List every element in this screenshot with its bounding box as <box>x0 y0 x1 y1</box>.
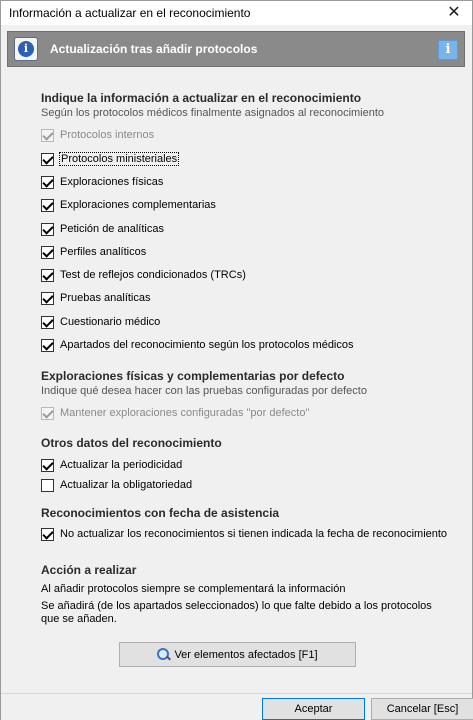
section-subtitle: Según los protocolos médicos finalmente asignados al reconocimiento <box>41 107 385 119</box>
checkbox-label: Pruebas analíticas <box>60 292 151 304</box>
checkbox-label: Exploraciones complementarias <box>60 199 216 211</box>
checkbox-box[interactable] <box>41 528 54 541</box>
checkbox-box[interactable] <box>41 292 54 305</box>
view-affected-button[interactable] <box>119 642 356 667</box>
checkbox-label: Petición de analíticas <box>60 223 164 235</box>
checkbox-box[interactable] <box>41 339 54 352</box>
checkbox-label: Mantener exploraciones configuradas "por defecto" <box>60 407 310 419</box>
checkbox-exploraciones-fisicas[interactable] <box>41 173 163 191</box>
checkbox-apartados-reconocimiento[interactable] <box>41 336 354 354</box>
checkbox-actualizar-periodicidad[interactable] <box>41 456 182 474</box>
checkbox-box[interactable] <box>41 459 54 472</box>
checkbox-test-reflejos[interactable] <box>41 266 246 284</box>
window-title: Información a actualizar en el reconocimiento <box>9 6 251 20</box>
section-attendance-date <box>41 506 279 520</box>
checkbox-box[interactable] <box>41 246 54 259</box>
section-title: Indique la información a actualizar en el reconocimiento <box>41 91 362 105</box>
info-icon: i <box>14 37 38 61</box>
checkbox-box[interactable] <box>41 223 54 236</box>
header-title: Actualización tras añadir protocolos <box>50 42 258 56</box>
checkbox-box[interactable] <box>41 269 54 282</box>
title-bar <box>1 1 472 25</box>
view-affected-label: Ver elementos afectados [F1] <box>174 648 318 661</box>
section-other-data <box>41 436 222 450</box>
checkbox-pruebas-analiticas[interactable] <box>41 289 151 307</box>
action-line-3: que se añaden. <box>41 613 117 625</box>
accept-label: Aceptar <box>294 703 333 715</box>
action-line-1: Al añadir protocolos siempre se complementará la información <box>41 583 346 595</box>
checkbox-mantener-exploraciones <box>41 404 309 422</box>
header-banner <box>7 31 465 67</box>
checkbox-label: Exploraciones físicas <box>60 176 164 188</box>
checkbox-exploraciones-complementarias[interactable] <box>41 196 216 214</box>
checkbox-box <box>41 407 54 420</box>
checkbox-peticion-analiticas[interactable] <box>41 220 164 238</box>
section-title: Reconocimientos con fecha de asistencia <box>41 506 280 520</box>
checkbox-label: No actualizar los reconocimientos si tienen indicada la fecha de reconocimiento <box>60 528 448 540</box>
section-action <box>41 563 136 577</box>
checkbox-label: Protocolos internos <box>60 129 155 141</box>
close-button[interactable]: ✕ <box>447 4 461 21</box>
accept-button[interactable] <box>262 698 365 720</box>
checkbox-label: Apartados del reconocimiento según los protocolos médicos <box>60 339 354 351</box>
section-subtitle: Indique qué desea hacer con las pruebas configuradas por defecto <box>41 385 367 397</box>
section-default-explorations <box>41 369 367 397</box>
checkbox-label: Perfiles analíticos <box>60 246 147 258</box>
checkbox-no-actualizar-fecha[interactable] <box>41 525 447 543</box>
checkbox-perfiles-analiticos[interactable] <box>41 243 146 261</box>
checkbox-actualizar-obligatoriedad[interactable] <box>41 476 192 494</box>
section-title: Otros datos del reconocimiento <box>41 436 222 450</box>
checkbox-box[interactable] <box>41 153 54 166</box>
magnifier-icon <box>157 648 170 661</box>
checkbox-box[interactable] <box>41 199 54 212</box>
checkbox-label: Protocolos ministeriales <box>61 153 178 165</box>
checkbox-cuestionario-medico[interactable] <box>41 313 160 331</box>
action-line-2: Se añadirá (de los apartados seleccionados) lo que falte debido a los protocolos <box>41 600 432 612</box>
checkbox-box[interactable] <box>41 316 54 329</box>
cancel-label: Cancelar [Esc] <box>386 703 459 715</box>
section-update-info <box>41 91 384 119</box>
checkbox-box <box>41 129 54 142</box>
cancel-button[interactable] <box>371 698 473 720</box>
checkbox-label: Actualizar la obligatoriedad <box>60 479 193 491</box>
checkbox-protocolos-internos <box>41 126 154 144</box>
checkbox-box[interactable] <box>41 479 54 492</box>
checkbox-protocolos-ministeriales[interactable] <box>41 150 178 168</box>
checkbox-label: Test de reflejos condicionados (TRCs) <box>60 269 246 281</box>
info-icon[interactable]: i <box>438 40 458 60</box>
section-title: Acción a realizar <box>41 563 137 577</box>
section-title: Exploraciones físicas y complementarias por defecto <box>41 369 345 383</box>
checkbox-box[interactable] <box>41 176 54 189</box>
checkbox-label: Cuestionario médico <box>60 316 161 328</box>
checkbox-label: Actualizar la periodicidad <box>60 459 183 471</box>
